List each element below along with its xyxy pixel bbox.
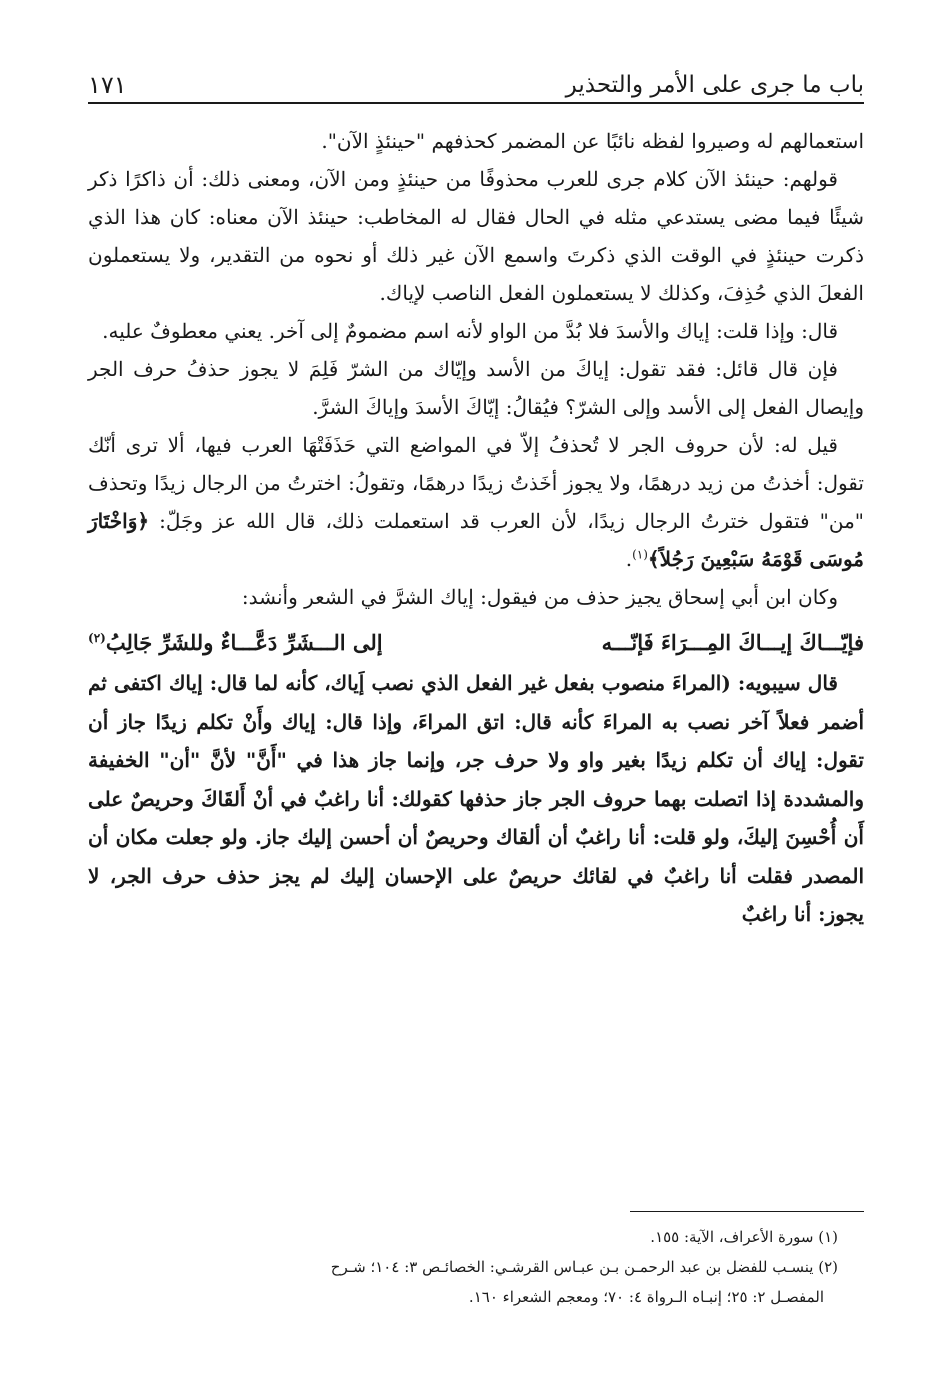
verse-first-hemistich: فإيّـــاكَ إيـــاكَ المِـــرَاءَ فَإنّـــه (601, 630, 864, 655)
footnote-ref-2: (٢) (88, 631, 106, 645)
paragraph-4: فإن قال قائل: فقد تقول: إياكَ من الأسد وإيّاك من الشرّ فَلِمَ لا يجوز حذفُ حرف الجر وإيصال الفعل إلى الأسد وإلى الشرّ؟ فيُقالُ: إيّاكَ الأسدَ وإياكَ الشرَّ. (88, 357, 864, 419)
paragraph-2: قولهم: حينئذ الآن كلام جرى للعرب محذوفًا من حينئذٍ ومن الآن، ومعنى ذلك: أن ذاكرًا ذكر شيئًا فيما مضى يستدعي مثله في الحال فقال له المخاطب: حينئذ الآن معناه: كان هذا الذي ذكرت حينئذٍ في الوقت الذي ذكرتَ واسمع الآن غير ذلك أو نحوه من التقدير، ولا يستعملون الفعلَ الذي حُذِفَ، وكذلك لا يستعملون الفعل الناصب لإياك. (88, 167, 864, 305)
page-header (88, 54, 864, 100)
paragraph-7: قال سيبويه: (المراءَ منصوب بفعل غير الفعل الذي نصب إَياك، كأنه لما قال: إياك اكتفى ثم أضمر فعلاً آخر نصب به المراءَ كأنه قال: اتق المراءَ، وإذا قال: إياك وأَنْ تكلم زيدًا جاز أن تقول: إياك أن تكلم زيدًا بغير واو ولا حرف جر، وإنما جاز هذا في "أَنَّ" لأنَّ "أن" الخفيفة والمشددة إذا اتصلت بهما حروف الجر جاز حذفها كقولك: أنا راغبٌ في أنْ أَلقَاكَ وحريصٌ على أَن أُحْسِنَ إليكَ، ولو قلت: أنا راغبٌ أن ألقاك وحريصٌ أن أحسن إليك جاز. ولو جعلت مكان أن المصدر فقلت أنا راغبٌ في لقائك حريصٌ على الإحسان إليك لم يجز حذف حرف الجر، لا يجوز: أنا راغبٌ (88, 671, 865, 926)
page-number: ١٧١ (88, 71, 127, 99)
footnote-ref-1: (١) (632, 547, 648, 562)
quran-verse: ﴿وَاخْتَارَ مُوسَى قَوْمَهُ سَبْعِينَ رَجُلاً﴾ (88, 509, 864, 571)
paragraph-5 (88, 426, 864, 578)
paragraph-3: قال: وإذا قلت: إياك والأسدَ فلا بُدَّ من الواو لأنه اسم مضمومٌ إلى آخر. يعني معطوفٌ عليه. (102, 319, 838, 343)
footnote-rule (630, 1211, 864, 1212)
paragraph-5-text: قيل له: لأن حروف الجر لا تُحذفُ إلاّ في المواضع التي حَذَفَتْهَا العرب فيها، ألا ترى أنّك تقول: أخذتُ من زيد درهمًا، ولا يجوز أخَذتُ زيدًا درهمًا، وتقولُ: اخترتُ من الرجال زيدًا وتحذف "من" فتقول خترتُ الرجال زيدًا، لأن العرب قد استعملت ذلك، قال الله عز وجَلّ: (88, 433, 864, 533)
verse-second-hemistich (88, 622, 383, 664)
paragraph-6: وكان ابن أبي إسحاق يجيز حذف من فيقول: إياك الشرَّ في الشعر وأنشد: (241, 585, 838, 609)
header-rule (88, 102, 864, 104)
main-text (88, 122, 864, 934)
footnote-2-line-1: (٢) ينسـب للفضل بن عبد الرحمـن بـن عبـاس القرشـي: الخصائـص ٣: ١٠٤؛ شـرح (330, 1258, 838, 1276)
paragraph-1: استعمالهم له وصيروا لفظه نائبًا عن المضمر كحذفهم "حينئذٍ الآن". (321, 129, 864, 153)
running-title: باب ما جرى على الأمر والتحذير (565, 72, 864, 98)
verse-second-text: إلى الـــشَرِّ دَعَّـــاءٌ وللشَرِّ جَالِبُ (105, 630, 383, 655)
footnote-1: (١) سورة الأعراف، الآية: ١٥٥. (650, 1228, 838, 1246)
footnotes (88, 1222, 864, 1312)
paragraph-5-end: . (625, 547, 633, 571)
footnote-2-line-2: المفصـل ٢: ٢٥؛ إنبـاه الـرواة ٤: ٧٠؛ ومعجم الشعراء ١٦٠. (468, 1288, 824, 1306)
poetry-verse (88, 622, 864, 664)
